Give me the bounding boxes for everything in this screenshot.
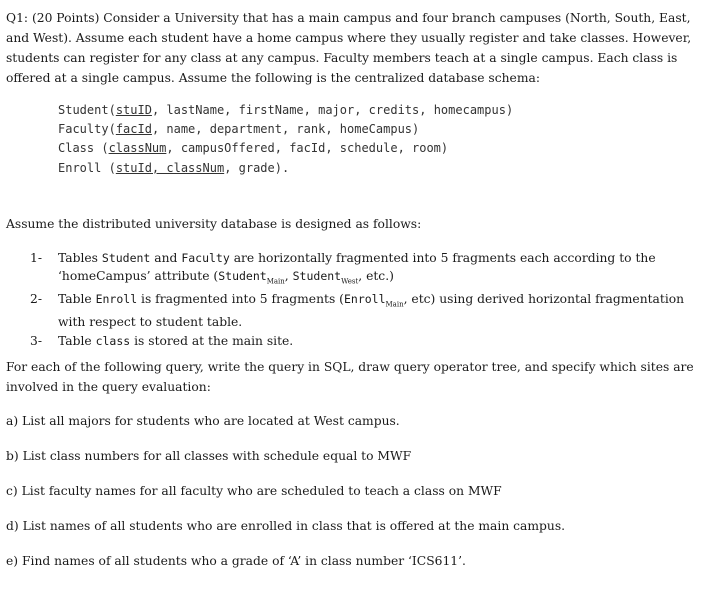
question-b: b) List class numbers for all classes with schedule equal to MWF: [6, 449, 412, 463]
design-item-3: 3- Table class is stored at the main site.: [30, 333, 294, 348]
design-list: [30, 250, 705, 351]
design-item-1: 1- Tables Student and Faculty are horizontally fragmented into 5 fragments each according to the ‘homeCampus’ attribute (Student$_{Main}$, Student$_{West}$, etc.): [30, 251, 656, 285]
question-a: a) List all majors for students who are located at West campus.: [6, 414, 400, 428]
schema-faculty: Faculty(facId, name, department, rank, homeCampus): [58, 122, 420, 137]
schema-student: Student(stuID, lastName, firstName, major, credits, homecampus): [58, 103, 514, 117]
schema-class: Class (classNum, campusOffered, facId, schedule, room): [58, 141, 449, 156]
question-intro: Q1: (20 Points) Consider a University that has a main campus and four branch campuses (North, South, East, and West). Assume each student have a home campus where they usually register and take classes. However, students can register for any class at any campus. Faculty members teach at a single campus. Each class is offered at a single campus. Assume the following is the centralized database schema:: [6, 11, 692, 85]
question-c: c) List faculty names for all faculty who are scheduled to teach a class on MWF: [6, 484, 502, 498]
design-item-2: 2- Table Enroll is fragmented into 5 fragments (Enroll$_{Main}$, etc) using derived horizontal fragmentation with respect to student table.: [30, 292, 685, 330]
question-e: e) Find names of all students who a grade of ‘A’ in class number ‘ICS611’.: [6, 554, 466, 568]
schema-enroll: Enroll (stuId, classNum, grade).: [58, 160, 290, 175]
query-instructions: For each of the following query, write the query in SQL, draw query operator tree, and specify which sites are involved in the query evaluation:: [6, 360, 694, 394]
question-d: d) List names of all students who are enrolled in class that is offered at the main campus.: [6, 519, 566, 533]
assume-heading: Assume the distributed university database is designed as follows:: [6, 217, 422, 231]
database-schema: [58, 101, 513, 178]
